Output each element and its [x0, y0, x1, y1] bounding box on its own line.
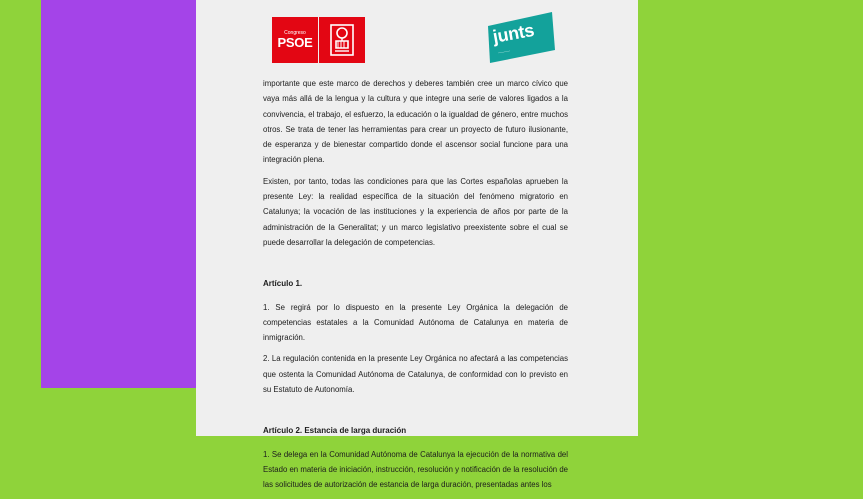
article-1-heading: Artículo 1.	[263, 279, 303, 289]
document-header-logos	[196, 0, 638, 68]
junts-sub-mark: ———	[497, 47, 511, 56]
document-page	[196, 0, 638, 490]
rose-fist-icon	[319, 17, 365, 63]
article-2-heading: Artículo 2. Estancia de larga duración	[263, 426, 407, 436]
psoe-label: PSOE	[277, 35, 313, 50]
document-body	[263, 76, 568, 499]
psoe-logo	[272, 17, 365, 63]
article-1-paragraph-1: 1. Se regirá por lo dispuesto en la presente Ley Orgánica la delegación de competencias estatales a la Comunidad Autónoma de Catalunya en materia de inmigración.	[263, 302, 568, 343]
article-2-paragraph-1: 1. Se delega en la Comunidad Autónoma de Catalunya la ejecución de la normativa del Estado en materia de iniciación, instrucción, resolución y notificación de la resolución de las solicitudes de autorización de estancia de larga duración, presentadas antes los	[263, 449, 568, 490]
article-1-paragraph-2: 2. La regulación contenida en la presente Ley Orgánica no afectará a las competencias que ostenta la Comunidad Autónoma de Catalunya, de conformidad con lo previsto en su Estatuto de Autonomía.	[263, 354, 568, 395]
intro-paragraph-2: Existen, por tanto, todas las condiciones para que las Cortes españolas aprueben la presente Ley: la realidad específica de la situación del fenómeno migratorio en Catalunya; la vocación de las instituciones y la experiencia de años por parte de la administración de la Generalitat; y un marco legislativo preexistente sobre el cual se puede desarrollar la delegación de competencias.	[263, 176, 568, 247]
psoe-wordmark	[272, 17, 319, 63]
junts-label: junts	[491, 19, 536, 47]
intro-paragraph-1: importante que este marco de derechos y deberes también cree un marco cívico que vaya más allá de la lengua y la cultura y que integre una serie de valores ligados a la convivencia, el trabajo, el esfuerzo, la educación o la igualdad de género, entre muchos otros. Se trata de tener las herramientas para crear un proyecto de futuro ilusionante, de esperanza y de bienestar compartido donde el ascensor social funcione para una integración plena.	[263, 79, 568, 165]
psoe-congreso-label: Congreso	[284, 30, 306, 36]
purple-panel	[41, 0, 196, 388]
junts-logo	[488, 12, 555, 63]
